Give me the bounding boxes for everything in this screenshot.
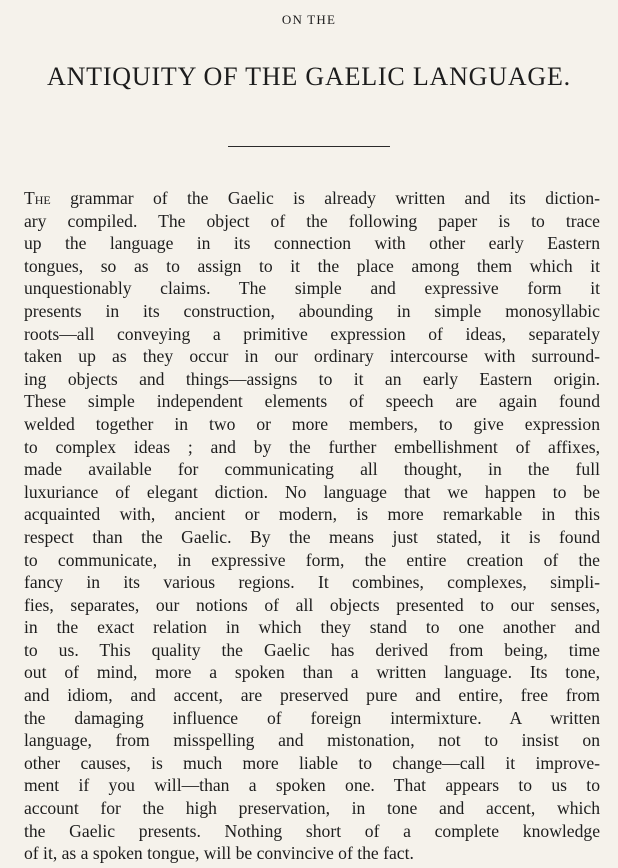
text-line: language, from misspelling and mistonation, not to insist on [24,730,600,751]
text-line: to us. This quality the Gaelic has derived from being, time [24,639,600,660]
text-line: roots—all conveying a primitive expression of ideas, separately [24,323,600,344]
text-line: ary compiled. The object of the following paper is to trace [24,210,600,231]
drop-word: The [24,188,51,208]
text-line: in the exact relation in which they stand to one another and [24,617,600,638]
text-line: up the language in its connection with other early Eastern [24,233,600,254]
text-line: fancy in its various regions. It combines, complexes, simpli- [24,572,600,593]
chapter-title: ANTIQUITY OF THE GAELIC LANGUAGE. [47,62,571,91]
text-line: out of mind, more a spoken than a written language. Its tone, [24,662,600,683]
kicker-heading: ON THE [281,12,337,27]
text-line: respect than the Gaelic. By the means just stated, it is found [24,526,600,547]
section-divider [228,146,390,147]
text-line: acquainted with, ancient or modern, is more remarkable in this [24,504,600,525]
text-line: the damaging influence of foreign intermixture. A written [24,707,600,728]
text-line: ing objects and things—assigns to it an early Eastern origin. [24,368,600,389]
body-paragraph [24,187,600,865]
text-line: the Gaelic presents. Nothing short of a complete knowledge [24,820,600,841]
text-line: taken up as they occur in our ordinary intercourse with surround- [24,346,600,367]
text-line: other causes, is much more liable to change—call it improve- [24,752,600,773]
text-line: made available for communicating all thought, in the full [24,459,600,480]
text-line: and idiom, and accent, are preserved pure and entire, free from [24,685,600,706]
text-line: fies, separates, our notions of all objects presented to our senses, [24,594,600,615]
text-line: presents in its construction, abounding in simple monosyllabic [24,300,600,321]
text-line: tongues, so as to assign to it the place among them which it [24,255,600,276]
text-line: unquestionably claims. The simple and expressive form it [24,278,600,299]
text-line: The grammar of the Gaelic is already written and its diction- [24,188,600,208]
text-line: to communicate, in expressive form, the entire creation of the [24,549,600,570]
text-line: to complex ideas ; and by the further embellishment of affixes, [24,436,600,457]
text-line: welded together in two or more members, to give expression [24,413,600,434]
text-line: These simple independent elements of speech are again found [24,391,600,412]
text-line: of it, as a spoken tongue, will be convincive of the fact. [24,843,414,864]
text-line: account for the high preservation, in tone and accent, which [24,798,600,819]
text-line: luxuriance of elegant diction. No language that we happen to be [24,481,600,502]
text-line: ment if you will—than a spoken one. That appears to us to [24,775,600,796]
